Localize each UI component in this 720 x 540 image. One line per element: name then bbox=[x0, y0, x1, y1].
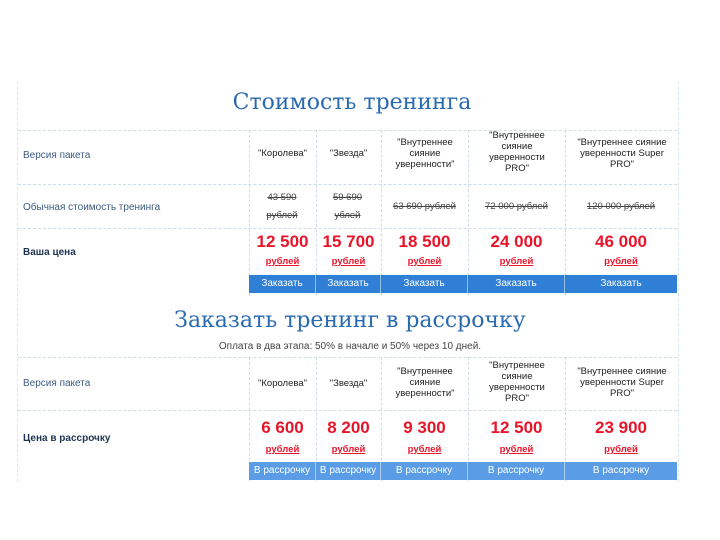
installment-button[interactable]: В рассрочку bbox=[249, 462, 316, 480]
package-name: "Внутреннее сияние уверенности" bbox=[395, 366, 455, 399]
installment-button[interactable]: В рассрочку bbox=[468, 462, 565, 480]
price: 24 000 bbox=[490, 232, 543, 251]
order-button[interactable]: Заказать bbox=[249, 275, 316, 293]
installment-button[interactable]: В рассрочку bbox=[316, 462, 381, 480]
row-label-your-price: Ваша цена bbox=[23, 247, 76, 258]
order-button[interactable]: Заказать bbox=[600, 278, 642, 289]
installment-button-row bbox=[249, 462, 677, 480]
divider bbox=[18, 357, 677, 358]
row-label-regular-price: Обычная стоимость тренинга bbox=[23, 202, 161, 213]
price: 15 700 bbox=[322, 232, 375, 251]
divider bbox=[18, 184, 677, 185]
package-name: "Внутреннее сияние уверенности Super PRO" bbox=[577, 137, 667, 170]
old-price: 120 000 рублей bbox=[586, 201, 656, 212]
package-name: "Внутреннее сияние уверенности Super PRO" bbox=[577, 366, 667, 399]
package-name: "Королева" bbox=[258, 148, 307, 159]
package-name: "Звезда" bbox=[329, 148, 368, 159]
old-price: 43 590 рублей bbox=[266, 192, 298, 221]
order-button[interactable]: Заказать bbox=[468, 275, 565, 293]
currency-label: рублей bbox=[499, 444, 534, 455]
installment-title: Заказать тренинг в рассрочку bbox=[174, 308, 526, 333]
currency-label: рублей bbox=[407, 256, 442, 267]
currency-label: рублей bbox=[265, 256, 300, 267]
price: 12 500 bbox=[256, 232, 309, 251]
package-name: "Внутреннее сияние уверенности" bbox=[395, 137, 455, 170]
old-price: 59 690 ублей bbox=[332, 192, 363, 221]
currency-label: рублей bbox=[499, 256, 534, 267]
currency-label: рублей bbox=[604, 256, 638, 267]
pricing-title: Стоимость тренинга bbox=[232, 90, 472, 115]
package-name: "Внутреннее сияние уверенности PRO" bbox=[489, 360, 545, 404]
installment-button[interactable]: В рассрочку bbox=[592, 465, 650, 476]
package-name: "Звезда" bbox=[329, 378, 368, 389]
installment-price: 12 500 bbox=[490, 418, 543, 437]
currency-label: рублей bbox=[331, 444, 366, 455]
currency-label: рублей bbox=[604, 444, 638, 455]
divider bbox=[18, 228, 677, 229]
divider bbox=[18, 130, 677, 131]
row-label-version: Версия пакета bbox=[23, 150, 91, 161]
row-label-version: Версия пакета bbox=[23, 378, 91, 389]
currency-label: рублей bbox=[265, 444, 300, 455]
old-price: 63 690 рублей bbox=[393, 201, 456, 212]
installment-price: 23 900 bbox=[595, 418, 647, 437]
installment-price: 8 200 bbox=[327, 418, 370, 437]
installment-price: 9 300 bbox=[403, 418, 446, 437]
order-button[interactable]: Заказать bbox=[316, 275, 381, 293]
installment-price: 6 600 bbox=[261, 418, 304, 437]
row-label-installment-price: Цена в рассрочку bbox=[23, 433, 111, 444]
old-price: 72 000 рублей bbox=[485, 201, 548, 212]
divider bbox=[18, 410, 677, 411]
currency-label: рублей bbox=[331, 256, 366, 267]
price: 46 000 bbox=[595, 232, 647, 251]
currency-label: рублей bbox=[407, 444, 442, 455]
price: 18 500 bbox=[398, 232, 451, 251]
installment-subtitle: Оплата в два этапа: 50% в начале и 50% через 10 дней. bbox=[218, 341, 482, 352]
package-name: "Внутреннее сияние уверенности PRO" bbox=[489, 130, 545, 174]
order-button[interactable]: Заказать bbox=[381, 275, 468, 293]
order-button-row bbox=[249, 275, 677, 293]
installment-button[interactable]: В рассрочку bbox=[381, 462, 468, 480]
package-name: "Королева" bbox=[258, 378, 307, 389]
